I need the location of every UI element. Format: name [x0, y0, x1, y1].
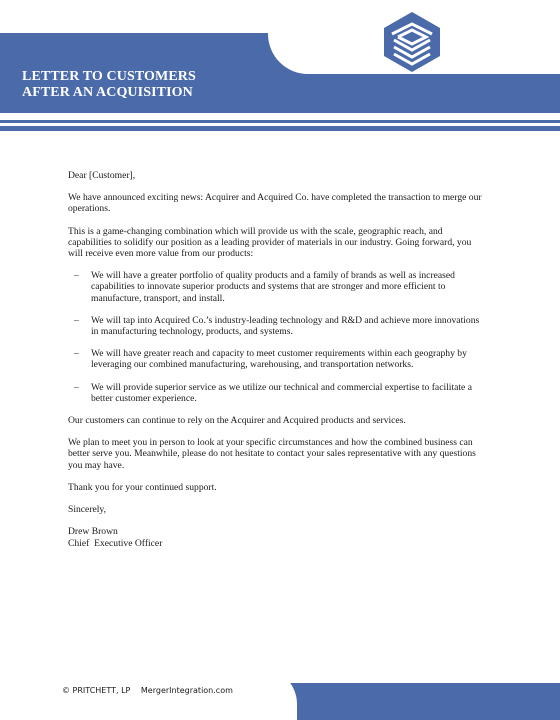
paragraph: We have announced exciting news: Acquirer and Acquired Co. have completed the transaction to merge our operations. — [68, 192, 482, 215]
bullet-marker: – — [74, 314, 79, 326]
salutation: Dear [Customer], — [68, 170, 136, 181]
paragraph: We plan to meet you in person to look at your specific circumstances and how the combined business can better serve you. Meanwhile, please do not hesitate to contact your sales representative with any questions you may have. — [68, 437, 476, 471]
footer-website: MergerIntegration.com — [140, 686, 233, 695]
paragraph: Thank you for your continued support. — [68, 481, 217, 493]
list-item — [68, 270, 486, 304]
header-stripe-thin — [0, 120, 560, 123]
list-item-text: We will tap into Acquired Co.’s industry-leading technology and R&D and achieve more innovations in manufacturing technology, products, and systems. — [91, 314, 480, 338]
paragraph: This is a game-changing combination which will provide us with the scale, geographic reach, and capabilities to solidify our position as a leading provider of materials in our industry. Going forward, you will receive even more value from our products: — [68, 225, 472, 260]
signature-block — [68, 526, 486, 549]
stacked-layers-icon — [380, 10, 444, 74]
list-item-text: We will have greater reach and capacity to meet customer requirements within each geography by leveraging our combined manufacturing, warehousing, and transportation networks. — [91, 348, 467, 371]
header-stripe-thick — [0, 126, 560, 131]
page-title — [22, 69, 262, 101]
signoff: Sincerely, — [68, 504, 107, 516]
page-title-line-1: LETTER TO CUSTOMERS — [22, 69, 196, 84]
list-item — [68, 348, 486, 370]
list-item-text: We will have a greater portfolio of quality products and a family of brands as well as increased capabilities to innovate superior products and systems that are stronger and more efficient to manufacture, transport, and install. — [91, 270, 455, 304]
signer-name: Drew Brown — [68, 526, 118, 538]
footer-copyright: © PRITCHETT, LP — [62, 686, 131, 695]
signer-title: Chief Executive Officer — [68, 537, 163, 549]
bullet-marker: – — [74, 348, 79, 360]
letter-body — [68, 170, 486, 549]
page-title-line-2: AFTER AN ACQUISITION — [22, 85, 193, 100]
list-item — [68, 382, 486, 404]
bullet-marker: – — [74, 270, 79, 282]
bullet-marker: – — [74, 381, 79, 393]
footer — [62, 686, 241, 695]
paragraph: Our customers can continue to rely on the Acquirer and Acquired products and services. — [68, 415, 406, 427]
list-item-text: We will provide superior service as we utilize our technical and commercial expertise to facilitate a better customer experience. — [91, 381, 472, 404]
list-item — [68, 315, 486, 337]
bullet-list — [68, 270, 486, 404]
